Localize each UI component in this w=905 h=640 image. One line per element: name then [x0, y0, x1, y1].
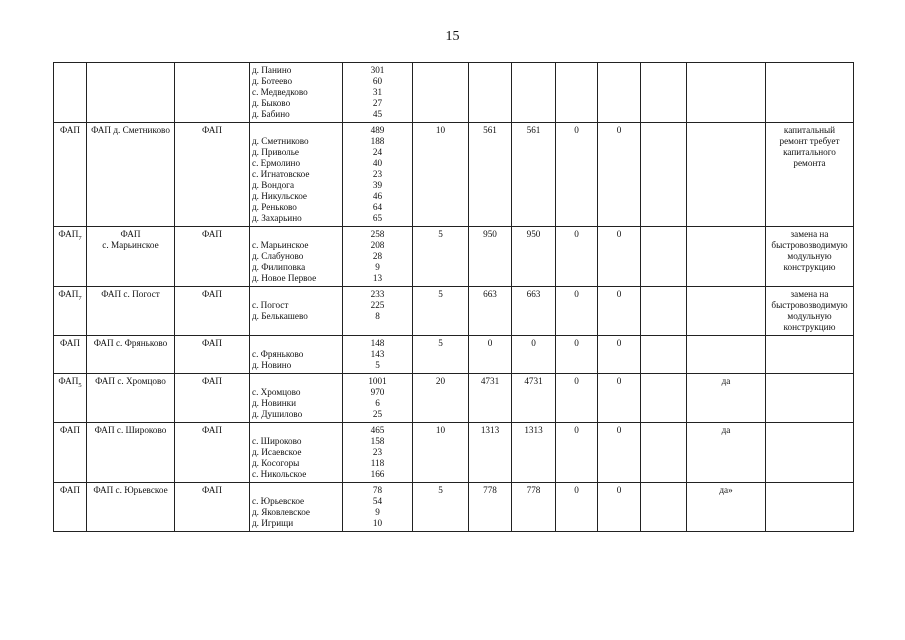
population-value: 225	[370, 300, 385, 310]
col8-cell	[556, 423, 598, 483]
area-norm-cell	[469, 374, 512, 423]
staff-cell	[413, 336, 469, 374]
staff-value: 5	[438, 229, 443, 239]
population-value: 23	[372, 447, 383, 457]
facility-kind: ФАП	[202, 125, 222, 135]
facility-type-cell	[54, 63, 87, 123]
facility-kind-cell	[175, 423, 250, 483]
facility-type-cell	[54, 123, 87, 227]
population-value: 465	[370, 425, 385, 435]
population-cell	[343, 123, 413, 227]
settlements-cell	[250, 423, 343, 483]
area-fact-cell	[512, 374, 556, 423]
table-row	[54, 336, 854, 374]
facility-type: ФАП	[60, 485, 80, 495]
facility-type-subscript: 7	[78, 234, 82, 242]
facility-type-cell	[54, 227, 87, 287]
col11-value: да»	[719, 485, 733, 495]
staff-value: 20	[435, 376, 446, 386]
staff-cell	[413, 483, 469, 532]
area-norm-cell	[469, 63, 512, 123]
population-value: 25	[372, 409, 383, 419]
facility-name-cell	[87, 374, 175, 423]
settlement-name: д. Белькашево	[252, 311, 308, 321]
population-cell	[343, 423, 413, 483]
col10-cell	[641, 374, 687, 423]
col9-cell	[598, 336, 641, 374]
facility-type-cell	[54, 483, 87, 532]
population-value: 166	[370, 469, 385, 479]
settlement-spacer	[252, 338, 340, 349]
settlement-name: с. Игнатовское	[252, 169, 310, 179]
facility-kind-cell	[175, 123, 250, 227]
col9-cell	[598, 287, 641, 336]
settlements-cell	[250, 227, 343, 287]
area-norm-cell	[469, 336, 512, 374]
col11-cell	[687, 227, 766, 287]
settlement-name: д. Игрищи	[252, 518, 294, 528]
settlement-name: д. Яковлевское	[252, 507, 311, 517]
facility-type-subscript: 7	[78, 294, 82, 302]
population-value: 23	[372, 169, 383, 179]
area-fact-cell	[512, 336, 556, 374]
facility-name-line: с. Марьинское	[102, 240, 159, 250]
note-cell	[766, 374, 854, 423]
facility-name-cell	[87, 123, 175, 227]
note-line: быстровозводимую	[771, 240, 848, 250]
area-fact-value: 778	[526, 485, 541, 495]
note-line: капитального	[783, 147, 836, 157]
note-cell	[766, 123, 854, 227]
settlement-name: д. Новинки	[252, 398, 297, 408]
note-line: ремонта	[793, 158, 826, 168]
staff-cell	[413, 287, 469, 336]
note-line: замена на	[790, 289, 829, 299]
staff-cell	[413, 123, 469, 227]
population-cell	[343, 63, 413, 123]
settlement-name: д. Захарьино	[252, 213, 302, 223]
staff-value: 5	[438, 338, 443, 348]
area-fact-cell	[512, 423, 556, 483]
col10-cell	[641, 336, 687, 374]
note-line: конструкцию	[783, 262, 836, 272]
col9-value: 0	[616, 485, 622, 495]
col8-cell	[556, 374, 598, 423]
col11-cell	[687, 374, 766, 423]
facility-name-line: ФАП д. Сметниково	[91, 125, 170, 135]
population-value: 78	[372, 485, 383, 495]
facility-name-cell	[87, 336, 175, 374]
settlements-cell	[250, 123, 343, 227]
col9-cell	[598, 63, 641, 123]
col9-value: 0	[616, 289, 622, 299]
facility-type-cell	[54, 374, 87, 423]
population-value: 10	[372, 518, 383, 528]
settlement-name: д. Слабуново	[252, 251, 304, 261]
staff-cell	[413, 423, 469, 483]
col9-value: 0	[616, 376, 622, 386]
settlement-name: д. Быково	[252, 98, 291, 108]
settlement-name: д. Сметниково	[252, 136, 309, 146]
population-cell	[343, 227, 413, 287]
facility-kind: ФАП	[202, 376, 222, 386]
population-value: 489	[370, 125, 385, 135]
area-norm-value: 950	[483, 229, 497, 239]
area-fact-value: 0	[531, 338, 536, 348]
settlement-spacer	[252, 289, 340, 300]
settlements-cell	[250, 336, 343, 374]
population-value: 65	[372, 213, 383, 223]
facility-type: ФАП	[58, 376, 79, 386]
facility-kind: ФАП	[202, 229, 222, 239]
settlements-cell	[250, 287, 343, 336]
facility-kind-cell	[175, 483, 250, 532]
population-value: 1001	[368, 376, 387, 386]
note-cell	[766, 227, 854, 287]
col8-value: 0	[574, 485, 579, 495]
facility-type-subscript: 5	[78, 381, 82, 389]
col8-value: 0	[574, 376, 579, 386]
facility-kind-cell	[175, 336, 250, 374]
area-norm-value: 4731	[480, 376, 500, 386]
population-value: 8	[375, 311, 380, 321]
note-line: конструкцию	[783, 322, 836, 332]
col11-cell	[687, 123, 766, 227]
settlement-name: д. Бабино	[252, 109, 290, 119]
population-value: 258	[370, 229, 385, 239]
col8-cell	[556, 227, 598, 287]
population-value: 40	[372, 158, 383, 168]
col8-cell	[556, 63, 598, 123]
settlement-name: с. Медведково	[252, 87, 308, 97]
area-fact-value: 663	[526, 289, 541, 299]
area-norm-cell	[469, 287, 512, 336]
settlement-name: с. Ермолино	[252, 158, 301, 168]
facility-kind-cell	[175, 227, 250, 287]
settlement-name: д. Душилово	[252, 409, 303, 419]
facility-name-cell	[87, 483, 175, 532]
note-cell	[766, 63, 854, 123]
facilities-table	[53, 62, 854, 532]
facility-type: ФАП	[60, 338, 80, 348]
staff-value: 10	[435, 425, 446, 435]
note-cell	[766, 483, 854, 532]
settlement-name: д. Реньково	[252, 202, 297, 212]
area-norm-cell	[469, 483, 512, 532]
col11-cell	[687, 336, 766, 374]
col10-cell	[641, 227, 687, 287]
settlement-name: с. Погост	[252, 300, 289, 310]
settlement-name: д. Исаевское	[252, 447, 302, 457]
note-line: быстровозводимую	[771, 300, 848, 310]
settlement-name: д. Новое Первое	[252, 273, 317, 283]
population-value: 45	[372, 109, 383, 119]
facility-name-cell	[87, 423, 175, 483]
settlement-name: с. Широково	[252, 436, 302, 446]
staff-value: 10	[435, 125, 446, 135]
facility-name-line: ФАП с. Фряньково	[93, 338, 168, 348]
staff-cell	[413, 227, 469, 287]
area-norm-value: 663	[483, 289, 497, 299]
note-cell	[766, 423, 854, 483]
area-fact-cell	[512, 63, 556, 123]
col8-cell	[556, 336, 598, 374]
table-row	[54, 63, 854, 123]
note-line: ремонт требует	[779, 136, 840, 146]
col10-cell	[641, 63, 687, 123]
col11-cell	[687, 423, 766, 483]
area-fact-cell	[512, 287, 556, 336]
settlement-name: с. Фряньково	[252, 349, 304, 359]
facility-name-line: ФАП с. Погост	[101, 289, 160, 299]
facility-kind-cell	[175, 374, 250, 423]
area-fact-value: 1313	[524, 425, 543, 435]
population-cell	[343, 483, 413, 532]
population-value: 54	[372, 496, 383, 506]
facility-kind-cell	[175, 63, 250, 123]
settlement-name: с. Юрьевское	[252, 496, 305, 506]
population-value: 148	[370, 338, 385, 348]
note-line: капитальный	[783, 125, 836, 135]
settlement-name: д. Филиповка	[252, 262, 306, 272]
settlement-name: с. Марьинское	[252, 240, 309, 250]
page-number: 15	[445, 29, 460, 44]
settlement-name: с. Никольское	[252, 469, 307, 479]
facility-type: ФАП	[60, 425, 80, 435]
staff-value: 5	[438, 289, 443, 299]
note-cell	[766, 336, 854, 374]
settlement-name: д. Панино	[252, 65, 292, 75]
table-row	[54, 227, 854, 287]
population-value: 143	[370, 349, 385, 359]
area-fact-cell	[512, 227, 556, 287]
facility-type: ФАП	[58, 229, 79, 239]
settlement-name: д. Ботеево	[252, 76, 293, 86]
population-value: 5	[375, 360, 380, 370]
area-fact-value: 561	[526, 125, 541, 135]
population-value: 301	[370, 65, 385, 75]
facility-type: ФАП	[58, 289, 79, 299]
settlement-name: с. Хромцово	[252, 387, 301, 397]
col11-cell	[687, 483, 766, 532]
col10-cell	[641, 483, 687, 532]
col8-cell	[556, 123, 598, 227]
col8-value: 0	[574, 125, 579, 135]
facility-name-line: ФАП с. Широково	[94, 425, 167, 435]
facility-name-line: ФАП с. Юрьевское	[93, 485, 168, 495]
area-fact-value: 4731	[524, 376, 543, 386]
col11-cell	[687, 287, 766, 336]
col9-cell	[598, 227, 641, 287]
col8-value: 0	[574, 289, 579, 299]
settlement-name: д. Косогоры	[252, 458, 300, 468]
col9-value: 0	[616, 229, 622, 239]
population-value: 31	[372, 87, 383, 97]
settlement-spacer	[252, 229, 340, 240]
table-row	[54, 483, 854, 532]
population-value: 28	[372, 251, 383, 261]
table-row	[54, 123, 854, 227]
area-fact-value: 950	[526, 229, 541, 239]
note-line: модульную	[787, 251, 832, 261]
population-value: 6	[375, 398, 380, 408]
col11-value: да	[721, 376, 731, 386]
staff-cell	[413, 63, 469, 123]
facility-type-cell	[54, 423, 87, 483]
staff-value: 5	[438, 485, 443, 495]
facility-type-cell	[54, 336, 87, 374]
area-norm-value: 778	[483, 485, 497, 495]
col9-cell	[598, 483, 641, 532]
col9-value: 0	[616, 125, 622, 135]
population-value: 27	[372, 98, 383, 108]
facility-kind: ФАП	[202, 289, 222, 299]
note-cell	[766, 287, 854, 336]
table-row	[54, 287, 854, 336]
area-norm-cell	[469, 423, 512, 483]
col9-cell	[598, 374, 641, 423]
area-fact-cell	[512, 483, 556, 532]
population-value: 118	[370, 458, 385, 468]
settlement-spacer	[252, 485, 340, 496]
population-value: 233	[370, 289, 385, 299]
facility-name-line: ФАП	[120, 229, 141, 239]
area-norm-cell	[469, 227, 512, 287]
population-value: 970	[370, 387, 385, 397]
col8-cell	[556, 483, 598, 532]
col9-cell	[598, 123, 641, 227]
facility-kind: ФАП	[202, 338, 222, 348]
col9-cell	[598, 423, 641, 483]
col8-value: 0	[574, 425, 579, 435]
col11-cell	[687, 63, 766, 123]
facility-name-cell	[87, 227, 175, 287]
facility-name-cell	[87, 63, 175, 123]
population-value: 24	[372, 147, 383, 157]
settlement-spacer	[252, 425, 340, 436]
population-value: 188	[370, 136, 385, 146]
facility-kind: ФАП	[202, 485, 222, 495]
col8-value: 0	[574, 338, 579, 348]
settlement-spacer	[252, 125, 340, 136]
settlements-cell	[250, 483, 343, 532]
area-norm-value: 1313	[480, 425, 500, 435]
population-value: 39	[372, 180, 383, 190]
table-row	[54, 423, 854, 483]
col10-cell	[641, 287, 687, 336]
population-cell	[343, 374, 413, 423]
col9-value: 0	[616, 338, 622, 348]
population-cell	[343, 336, 413, 374]
population-cell	[343, 287, 413, 336]
settlement-name: д. Никульское	[252, 191, 307, 201]
col10-cell	[641, 123, 687, 227]
col9-value: 0	[616, 425, 622, 435]
population-value: 208	[370, 240, 385, 250]
population-value: 158	[370, 436, 385, 446]
settlement-name: д. Новино	[252, 360, 292, 370]
population-value: 9	[375, 507, 380, 517]
settlement-name: д. Приволье	[252, 147, 300, 157]
note-line: модульную	[787, 311, 832, 321]
area-norm-value: 0	[487, 338, 493, 348]
col11-value: да	[721, 425, 731, 435]
col8-value: 0	[574, 229, 579, 239]
col10-cell	[641, 423, 687, 483]
note-line: замена на	[790, 229, 829, 239]
area-norm-value: 561	[483, 125, 497, 135]
table-row	[54, 374, 854, 423]
population-value: 64	[372, 202, 383, 212]
population-value: 46	[372, 191, 383, 201]
facility-kind-cell	[175, 287, 250, 336]
area-norm-cell	[469, 123, 512, 227]
area-fact-cell	[512, 123, 556, 227]
facility-type: ФАП	[60, 125, 80, 135]
facility-name-line: ФАП с. Хромцово	[95, 376, 166, 386]
facility-name-cell	[87, 287, 175, 336]
facility-kind: ФАП	[202, 425, 222, 435]
population-value: 13	[372, 273, 383, 283]
settlement-spacer	[252, 376, 340, 387]
col8-cell	[556, 287, 598, 336]
population-value: 60	[372, 76, 383, 86]
population-value: 9	[375, 262, 380, 272]
staff-cell	[413, 374, 469, 423]
settlements-cell	[250, 374, 343, 423]
settlement-name: д. Вондога	[252, 180, 295, 190]
facility-type-cell	[54, 287, 87, 336]
settlements-cell	[250, 63, 343, 123]
